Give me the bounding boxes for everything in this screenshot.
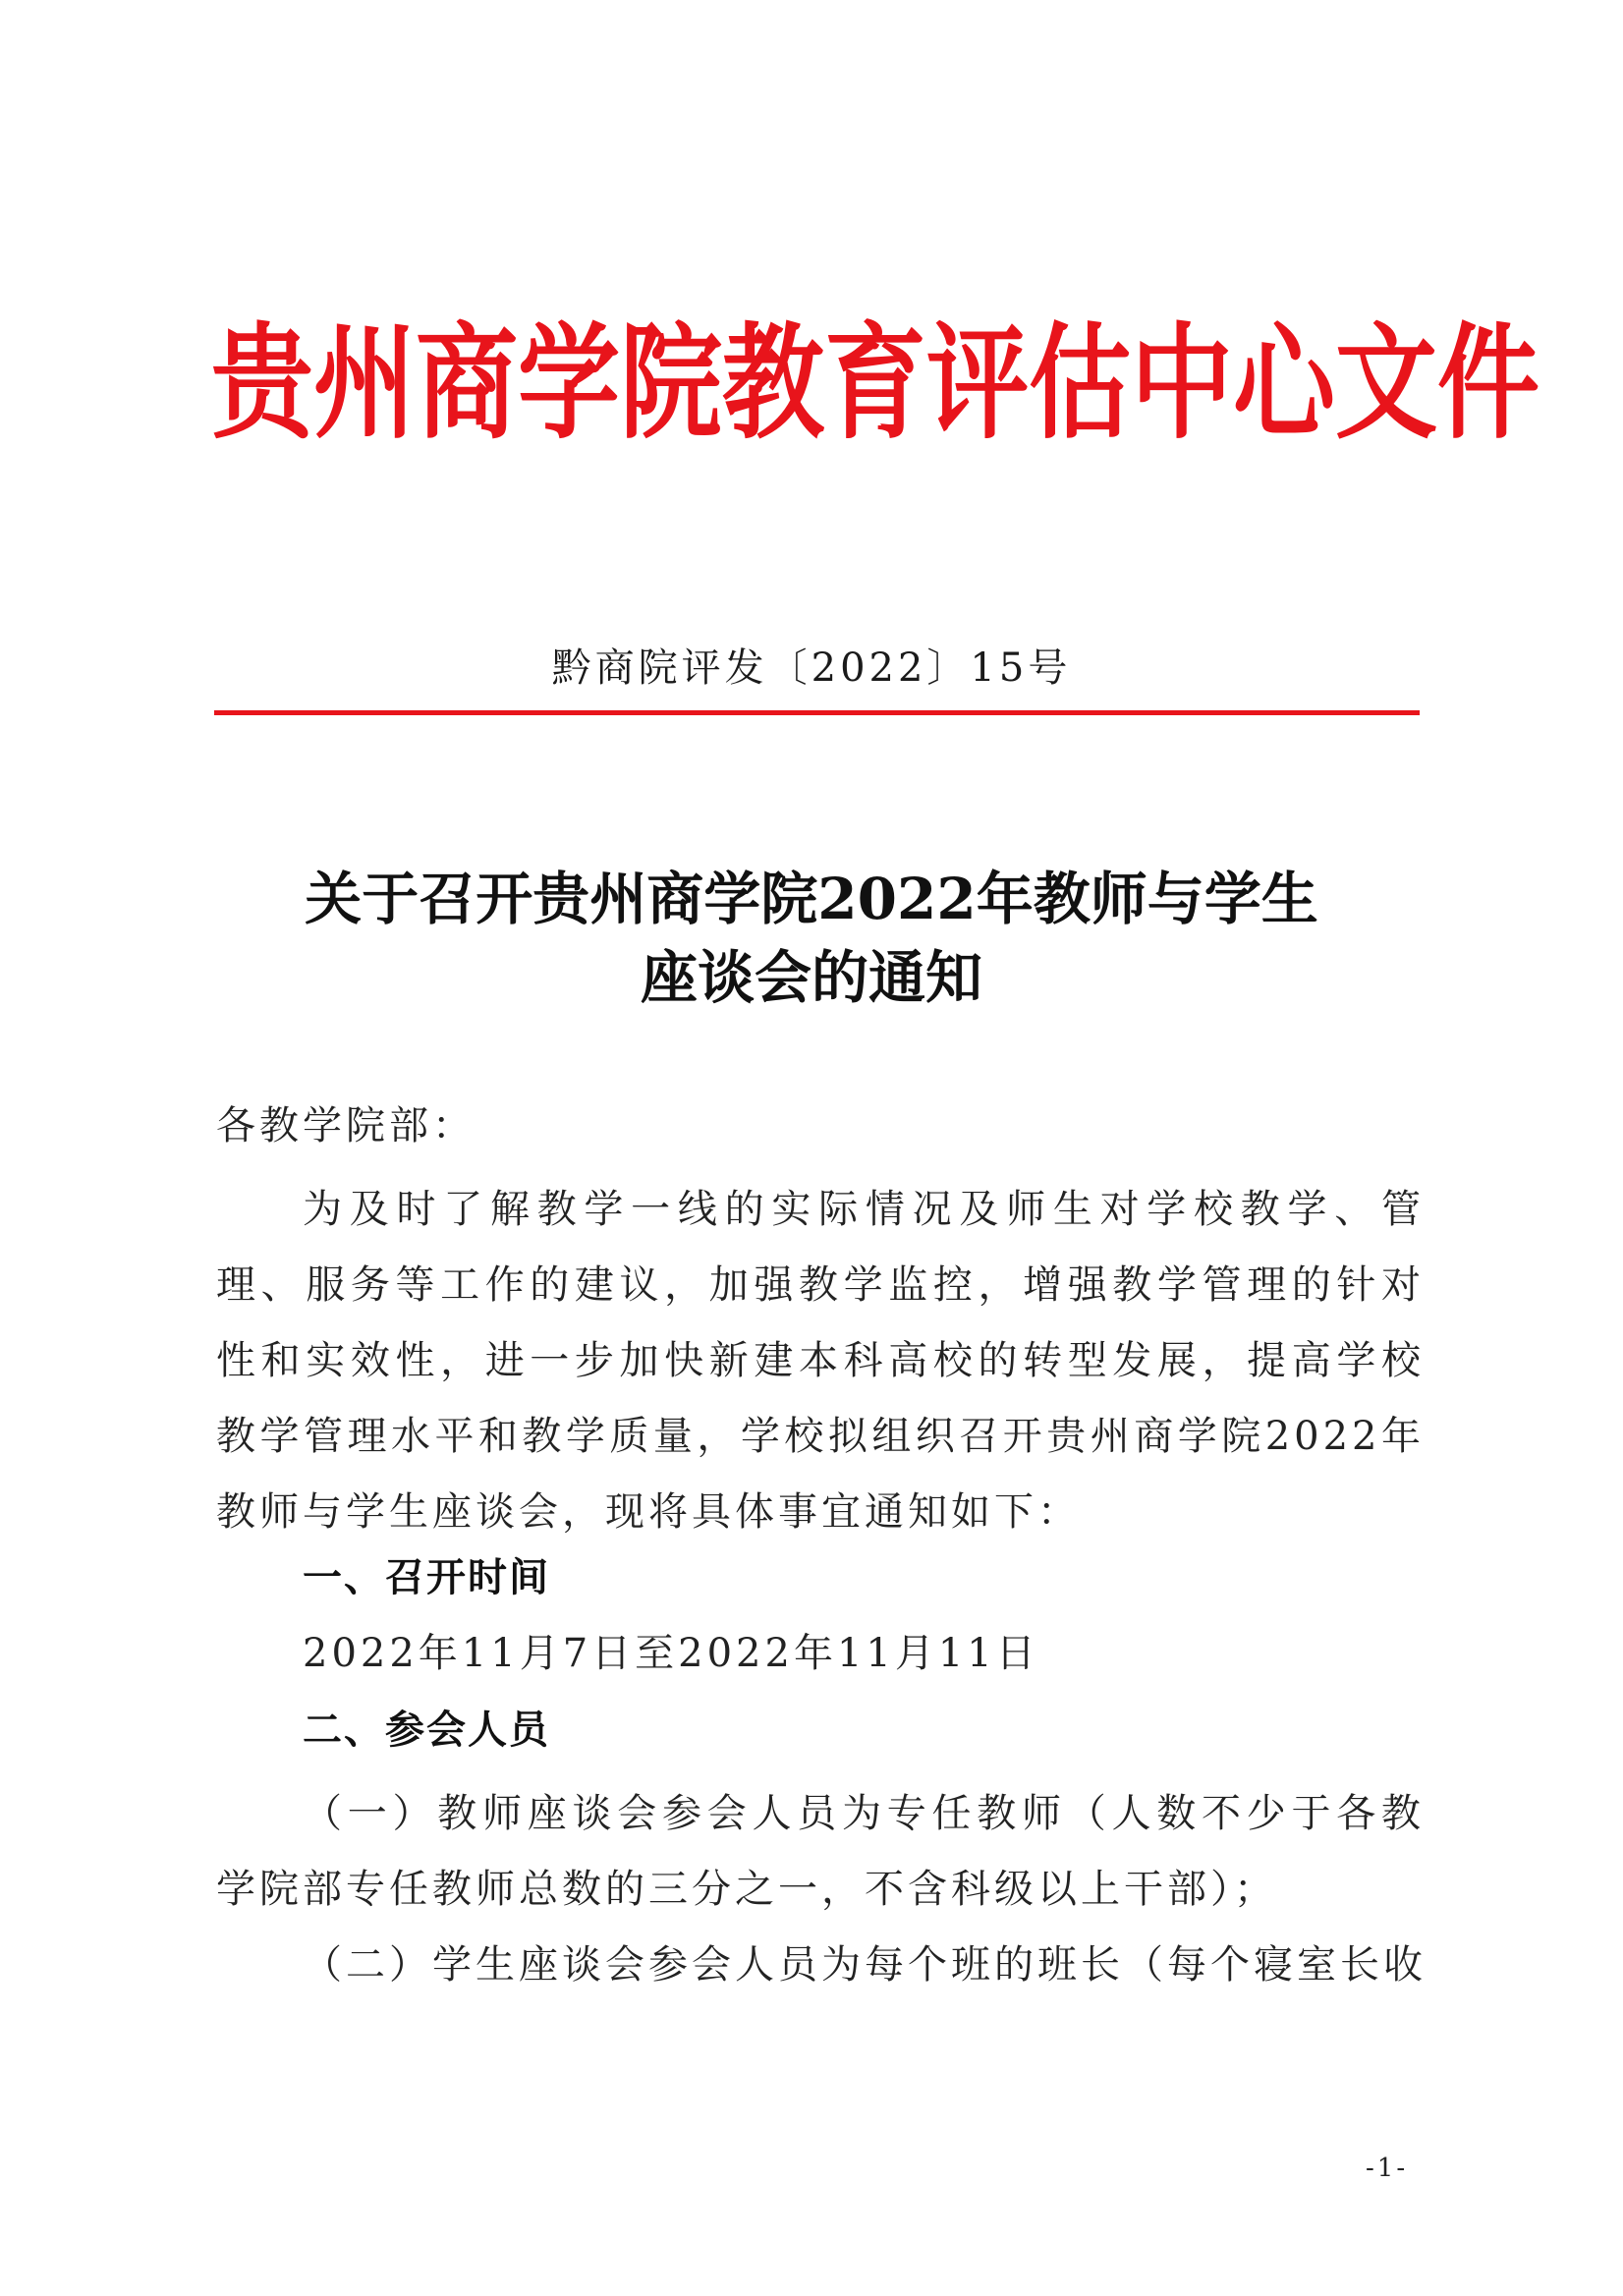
notice-title-line-1: 关于召开贵州商学院2022年教师与学生 (305, 866, 1318, 932)
section-heading-meeting-time: 一、召开时间 (303, 1555, 550, 1600)
section-heading-participants: 二、参会人员 (303, 1708, 550, 1753)
participants-item-teachers: （一）教师座谈会参会人员为专任教师（人数不少于各教学院部专任教师总数的三分之一，不含科级以上干部）； (216, 1791, 1425, 1912)
document-number: 黔商院评发〔2022〕15号 (551, 645, 1072, 691)
intro-paragraph: 为及时了解教学一线的实际情况及师生对学校教学、管理、服务等工作的建议，加强教学监控，增强教学管理的针对性和实效性，进一步加快新建本科高校的转型发展，提高学校教学管理水平和教学质量，学校拟组织召开贵州商学院2022年教师与学生座谈会，现将具体事宜通知如下： (216, 1187, 1425, 1535)
salutation: 各教学院部： (216, 1103, 476, 1148)
document-masthead: 贵州商学院教育评估中心文件 (211, 308, 1540, 457)
meeting-date-range: 2022年11月7日至2022年11月11日 (303, 1631, 1039, 1676)
page-number: -1- (1366, 2154, 1409, 2183)
red-divider-rule (214, 710, 1420, 715)
notice-title-line-2: 座谈会的通知 (640, 944, 982, 1011)
participants-item-students: （二）学生座谈会参会人员为每个班的班长（每个寝室长收 (303, 1942, 1427, 1988)
notice-title (0, 860, 1623, 1017)
